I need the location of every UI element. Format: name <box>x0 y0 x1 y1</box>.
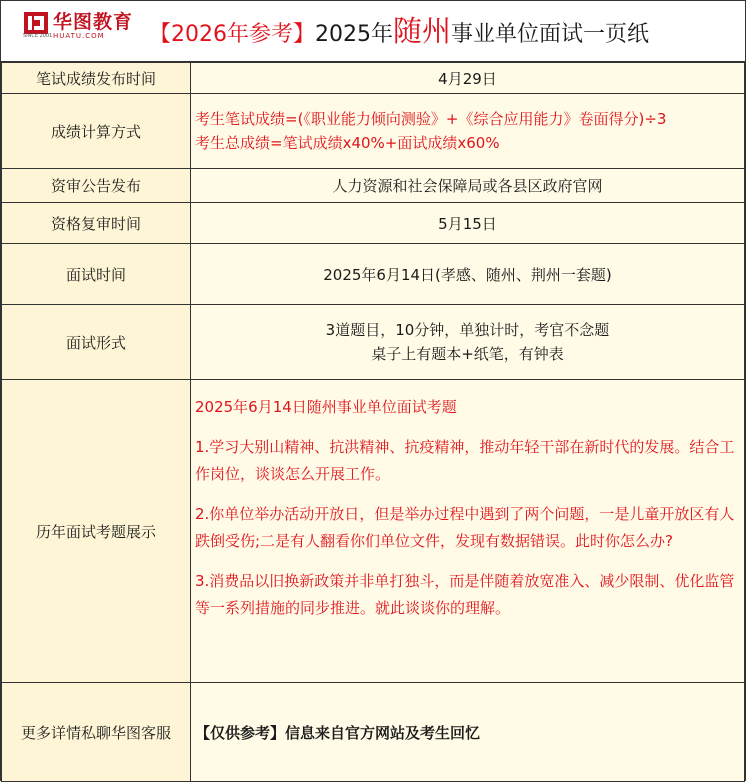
row-label: 面试时间 <box>2 244 191 305</box>
info-table <box>1 62 745 782</box>
row-label: 笔试成绩发布时间 <box>2 63 191 94</box>
row-value <box>191 94 745 169</box>
row-value: 4月29日 <box>191 63 745 94</box>
table-row-interview-form <box>2 305 745 380</box>
row-value <box>191 305 745 380</box>
huatu-logo-icon <box>23 11 53 41</box>
table-row-interview-time <box>2 244 745 305</box>
row-value: 2025年6月14日(孝感、随州、荆州一套题) <box>191 244 745 305</box>
table-row-review-time <box>2 203 745 244</box>
question-2: 2.你单位举办活动开放日，但是举办过程中遇到了两个问题，一是儿童开放区有人跌倒受伤;二是有人翻看你们单位文件，发现有数据错误。此时你怎么办? <box>195 505 735 550</box>
row-label: 资审公告发布 <box>2 169 191 203</box>
title-year: 2025年 <box>315 22 393 47</box>
logo-since: SINCE 2001 <box>23 33 53 39</box>
header <box>1 1 745 62</box>
row-value: 人力资源和社会保障局或各县区政府官网 <box>191 169 745 203</box>
form-line-2: 桌子上有题本+纸笔，有钟表 <box>371 345 564 363</box>
row-value <box>191 380 745 683</box>
page-title <box>149 14 649 52</box>
form-line-1: 3道题目，10分钟，单独计时，考官不念题 <box>325 321 610 339</box>
title-rest: 事业单位面试一页纸 <box>451 22 650 47</box>
questions-heading: 2025年6月14日随州事业单位面试考题 <box>195 398 457 416</box>
title-city: 随州 <box>393 14 452 48</box>
row-label: 资格复审时间 <box>2 203 191 244</box>
calc-line-2: 考生总成绩=笔试成绩x40%+面试成绩x60% <box>195 134 500 152</box>
table-row-score-calc <box>2 94 745 169</box>
logo-english-name: HUATU.COM <box>53 31 105 40</box>
question-1: 1.学习大别山精神、抗洪精神、抗疫精神，推动年轻干部在新时代的发展。结合工作岗位，谈谈怎么开展工作。 <box>195 438 735 483</box>
logo-chinese-name: 华图教育 <box>53 10 134 33</box>
title-prefix: 【2026年参考】 <box>149 22 315 47</box>
question-3: 3.消费品以旧换新政策并非单打独斗，而是伴随着放宽准入、减少限制、优化监管等一系列措施的同步推进。就此谈谈你的理解。 <box>195 572 735 617</box>
table-row-past-questions <box>2 380 745 683</box>
row-value: 5月15日 <box>191 203 745 244</box>
table-row-review-notice <box>2 169 745 203</box>
calc-line-1: 考生笔试成绩=(《职业能力倾向测验》+《综合应用能力》卷面得分)÷3 <box>195 110 667 128</box>
row-label: 历年面试考题展示 <box>2 380 191 683</box>
table-row-score-release <box>2 63 745 94</box>
row-label: 更多详情私聊华图客服 <box>2 683 191 782</box>
table-row-contact <box>2 683 745 782</box>
row-label: 成绩计算方式 <box>2 94 191 169</box>
row-label: 面试形式 <box>2 305 191 380</box>
huatu-logo <box>23 11 133 41</box>
row-value: 【仅供参考】信息来自官方网站及考生回忆 <box>191 683 745 782</box>
